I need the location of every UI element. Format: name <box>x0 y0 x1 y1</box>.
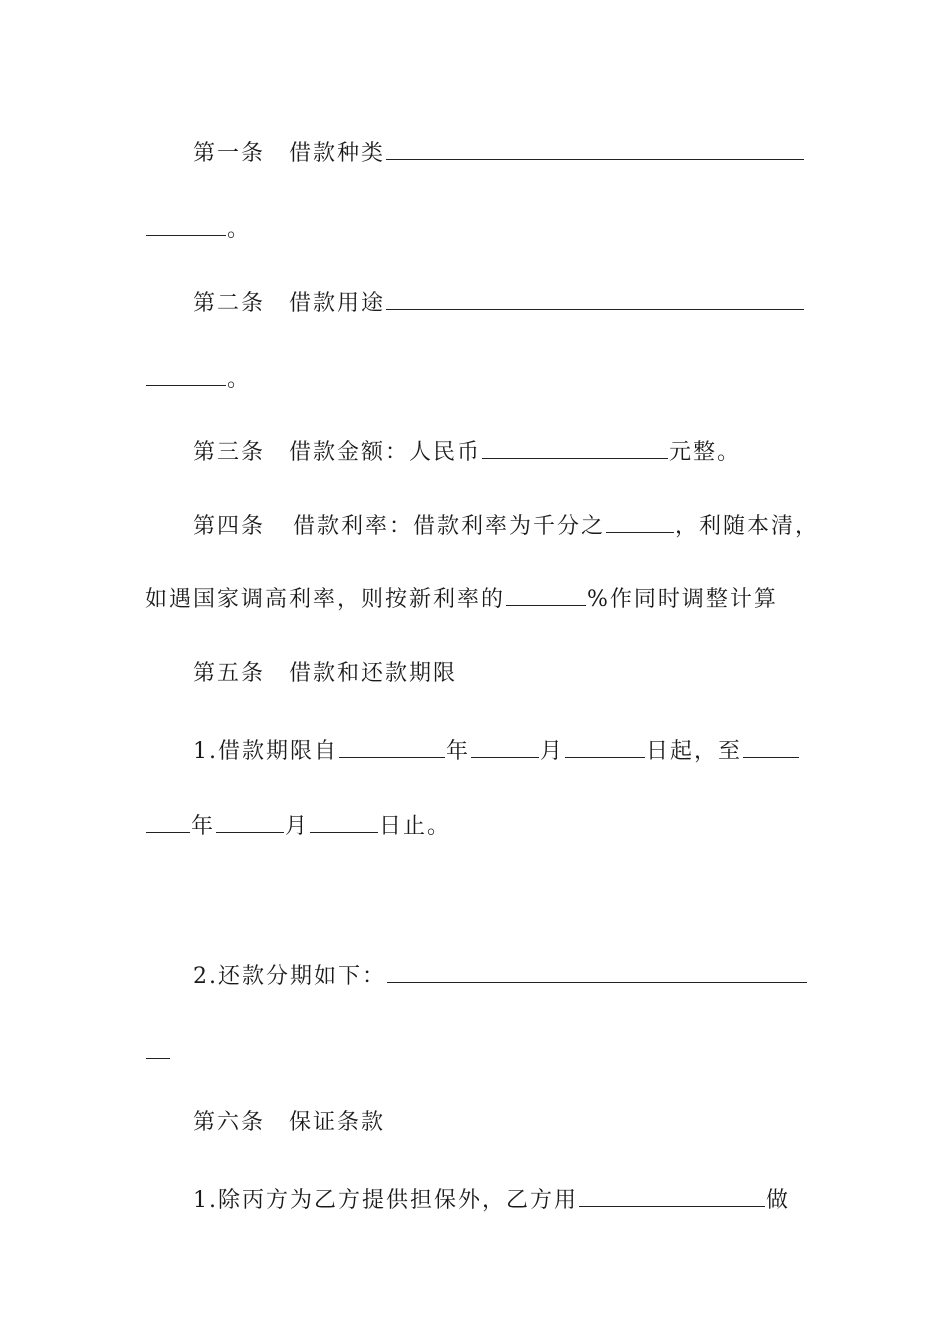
clause-2-blank-cont[interactable] <box>146 363 226 386</box>
start-year-blank[interactable] <box>339 735 445 758</box>
clause-5-line <box>193 659 457 689</box>
clause-6-item-1-end: 做 <box>766 1188 791 1213</box>
end-month-label: 月 <box>285 814 310 839</box>
clause-1-line <box>193 137 805 169</box>
clause-3-label: 借款金额：人民币 <box>289 440 482 465</box>
clause-4-continuation <box>145 583 778 615</box>
clause-4-text-b: ，利随本清， <box>675 514 820 539</box>
clause-4-percent-blank[interactable] <box>506 583 586 606</box>
clause-5-title: 第五条 <box>193 661 266 686</box>
clause-6-title: 第六条 <box>193 1110 266 1135</box>
clause-2-blank[interactable] <box>386 287 804 310</box>
collateral-blank[interactable] <box>579 1184 765 1207</box>
start-day-blank[interactable] <box>565 735 645 758</box>
clause-3-end: 元整。 <box>669 440 742 465</box>
clause-5-item-1 <box>193 735 800 767</box>
clause-1-continuation <box>145 213 251 245</box>
start-day-label: 日起，至 <box>646 739 743 764</box>
clause-4-text-c: 如遇国家调高利率，则按新利率的 <box>145 587 506 612</box>
clause-3-line <box>193 436 741 468</box>
repayment-blank-cont[interactable] <box>146 1036 170 1059</box>
clause-4-text-d: %作同时调整计算 <box>587 587 778 612</box>
clause-3-amount-blank[interactable] <box>482 436 668 459</box>
clause-5-item-2-continuation <box>145 1036 171 1068</box>
clause-6-line <box>193 1108 385 1138</box>
clause-4-rate-blank[interactable] <box>606 510 674 533</box>
clause-5-item-1-continuation <box>145 810 451 842</box>
clause-2-end: 。 <box>227 367 252 392</box>
clause-2-title: 第二条 <box>193 291 266 316</box>
clause-2-line <box>193 287 805 319</box>
start-month-label: 月 <box>540 739 565 764</box>
end-year-label: 年 <box>191 814 216 839</box>
clause-5-label: 借款和还款期限 <box>289 661 458 686</box>
repayment-blank[interactable] <box>387 960 807 983</box>
clause-4-title: 第四条 <box>193 514 266 539</box>
clause-4-text-a: 借款利率：借款利率为千分之 <box>293 514 606 539</box>
clause-5-item-2 <box>193 960 808 992</box>
clause-1-blank[interactable] <box>386 137 804 160</box>
clause-1-title: 第一条 <box>193 141 266 166</box>
end-day-label: 日止。 <box>379 814 452 839</box>
clause-2-continuation <box>145 363 251 395</box>
clause-4-line <box>193 510 819 542</box>
end-year-blank-a[interactable] <box>743 735 799 758</box>
clause-2-label: 借款用途 <box>289 291 386 316</box>
end-day-blank[interactable] <box>310 810 378 833</box>
clause-6-item-1-text: 1.除丙方为乙方提供担保外，乙方用 <box>193 1188 578 1213</box>
end-month-blank[interactable] <box>216 810 284 833</box>
start-year-label: 年 <box>446 739 471 764</box>
clause-5-item-1-text: 1.借款期限自 <box>193 739 338 764</box>
clause-3-title: 第三条 <box>193 440 266 465</box>
clause-1-blank-cont[interactable] <box>146 213 226 236</box>
clause-6-item-1 <box>193 1184 790 1216</box>
clause-1-end: 。 <box>227 217 252 242</box>
clause-1-label: 借款种类 <box>289 141 386 166</box>
clause-5-item-2-text: 2.还款分期如下： <box>193 964 386 989</box>
clause-6-label: 保证条款 <box>289 1110 386 1135</box>
start-month-blank[interactable] <box>471 735 539 758</box>
end-year-blank-b[interactable] <box>146 810 190 833</box>
